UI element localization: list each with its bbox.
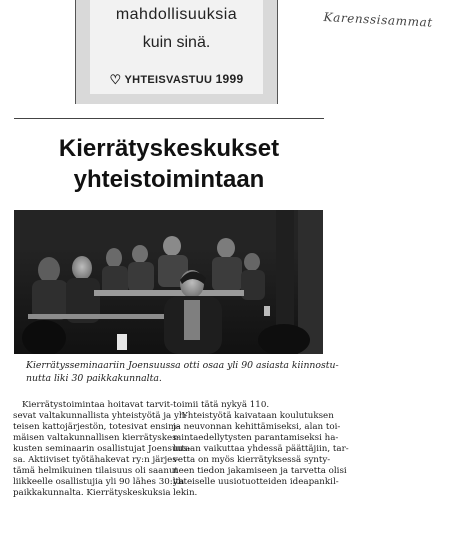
photo-caption bbox=[26, 359, 339, 385]
body-line: yhteiselle uusiotuotteiden ideapankil- bbox=[173, 477, 339, 487]
body-line: teisen kattojärjestön, totesivat ensim- bbox=[13, 422, 180, 432]
article-top-rule bbox=[14, 118, 324, 119]
handwritten-note: Karenssisammat bbox=[323, 10, 434, 30]
body-line: sevat valtakunnallista yhteistyötä ja yh- bbox=[13, 411, 188, 421]
body-line: paikkakunnalta. Kierrätyskeskuksia bbox=[13, 488, 171, 498]
body-line: tämä helmikuinen tilaisuus oli saanut bbox=[13, 466, 179, 476]
seminar-audience-photo bbox=[14, 210, 323, 354]
body-line: toimii tätä nykyä 110. bbox=[173, 400, 270, 410]
heart-logo-icon: ♡ bbox=[109, 72, 122, 87]
ad-text-line-2: kuin sinä. bbox=[142, 34, 211, 51]
body-line: sa. Aktiiviset työtähakevat ry:n järjes- bbox=[13, 455, 180, 465]
body-line: Yhteistyötä kaivataan koulutuksen bbox=[182, 411, 334, 421]
article-photo bbox=[14, 210, 323, 354]
ad-brand-year: 1999 bbox=[215, 72, 244, 86]
advertisement-panel bbox=[90, 0, 263, 94]
body-line: mintaedellytysten parantamiseksi ha- bbox=[173, 433, 339, 443]
advertisement-box bbox=[75, 0, 278, 104]
body-line: kusten seminaarin osallistujat Joensuus- bbox=[13, 444, 191, 454]
body-line: liikkeelle osallistujia yli 90 lähes 30:lta bbox=[13, 477, 185, 487]
caption-line: Kierrätysseminaariin Joensuussa otti osaa yli 90 asiasta kiinnostu- bbox=[26, 360, 339, 371]
caption-line: nutta liki 30 paikkakunnalta. bbox=[26, 373, 162, 384]
body-line: lekin. bbox=[173, 488, 198, 498]
body-line: neen tiedon jakamiseen ja tarvetta olisi bbox=[173, 466, 347, 476]
article-headline bbox=[14, 133, 324, 195]
ad-text-line-1: mahdollisuuksia bbox=[115, 6, 238, 23]
headline-line-2: yhteistoimintaan bbox=[73, 166, 265, 193]
headline-line-1: Kierrätyskeskukset bbox=[58, 135, 280, 162]
article-body-right-column bbox=[173, 400, 349, 499]
ad-brand-name: YHTEISVASTUU bbox=[124, 74, 213, 86]
body-line: ja neuvonnan kehittämiseksi, alan toi- bbox=[173, 422, 341, 432]
body-line: Kierrätystoimintaa hoitavat tarvit- bbox=[22, 400, 174, 410]
body-line: lutaan vaikuttaa yhdessä päättäjiin, tar- bbox=[173, 444, 349, 454]
ad-brand-logo bbox=[90, 72, 263, 88]
body-line: mäisen valtakunnallisen kierrätyskes- bbox=[13, 433, 180, 443]
body-line: vetta on myös kierrätyksessä synty- bbox=[173, 455, 331, 465]
